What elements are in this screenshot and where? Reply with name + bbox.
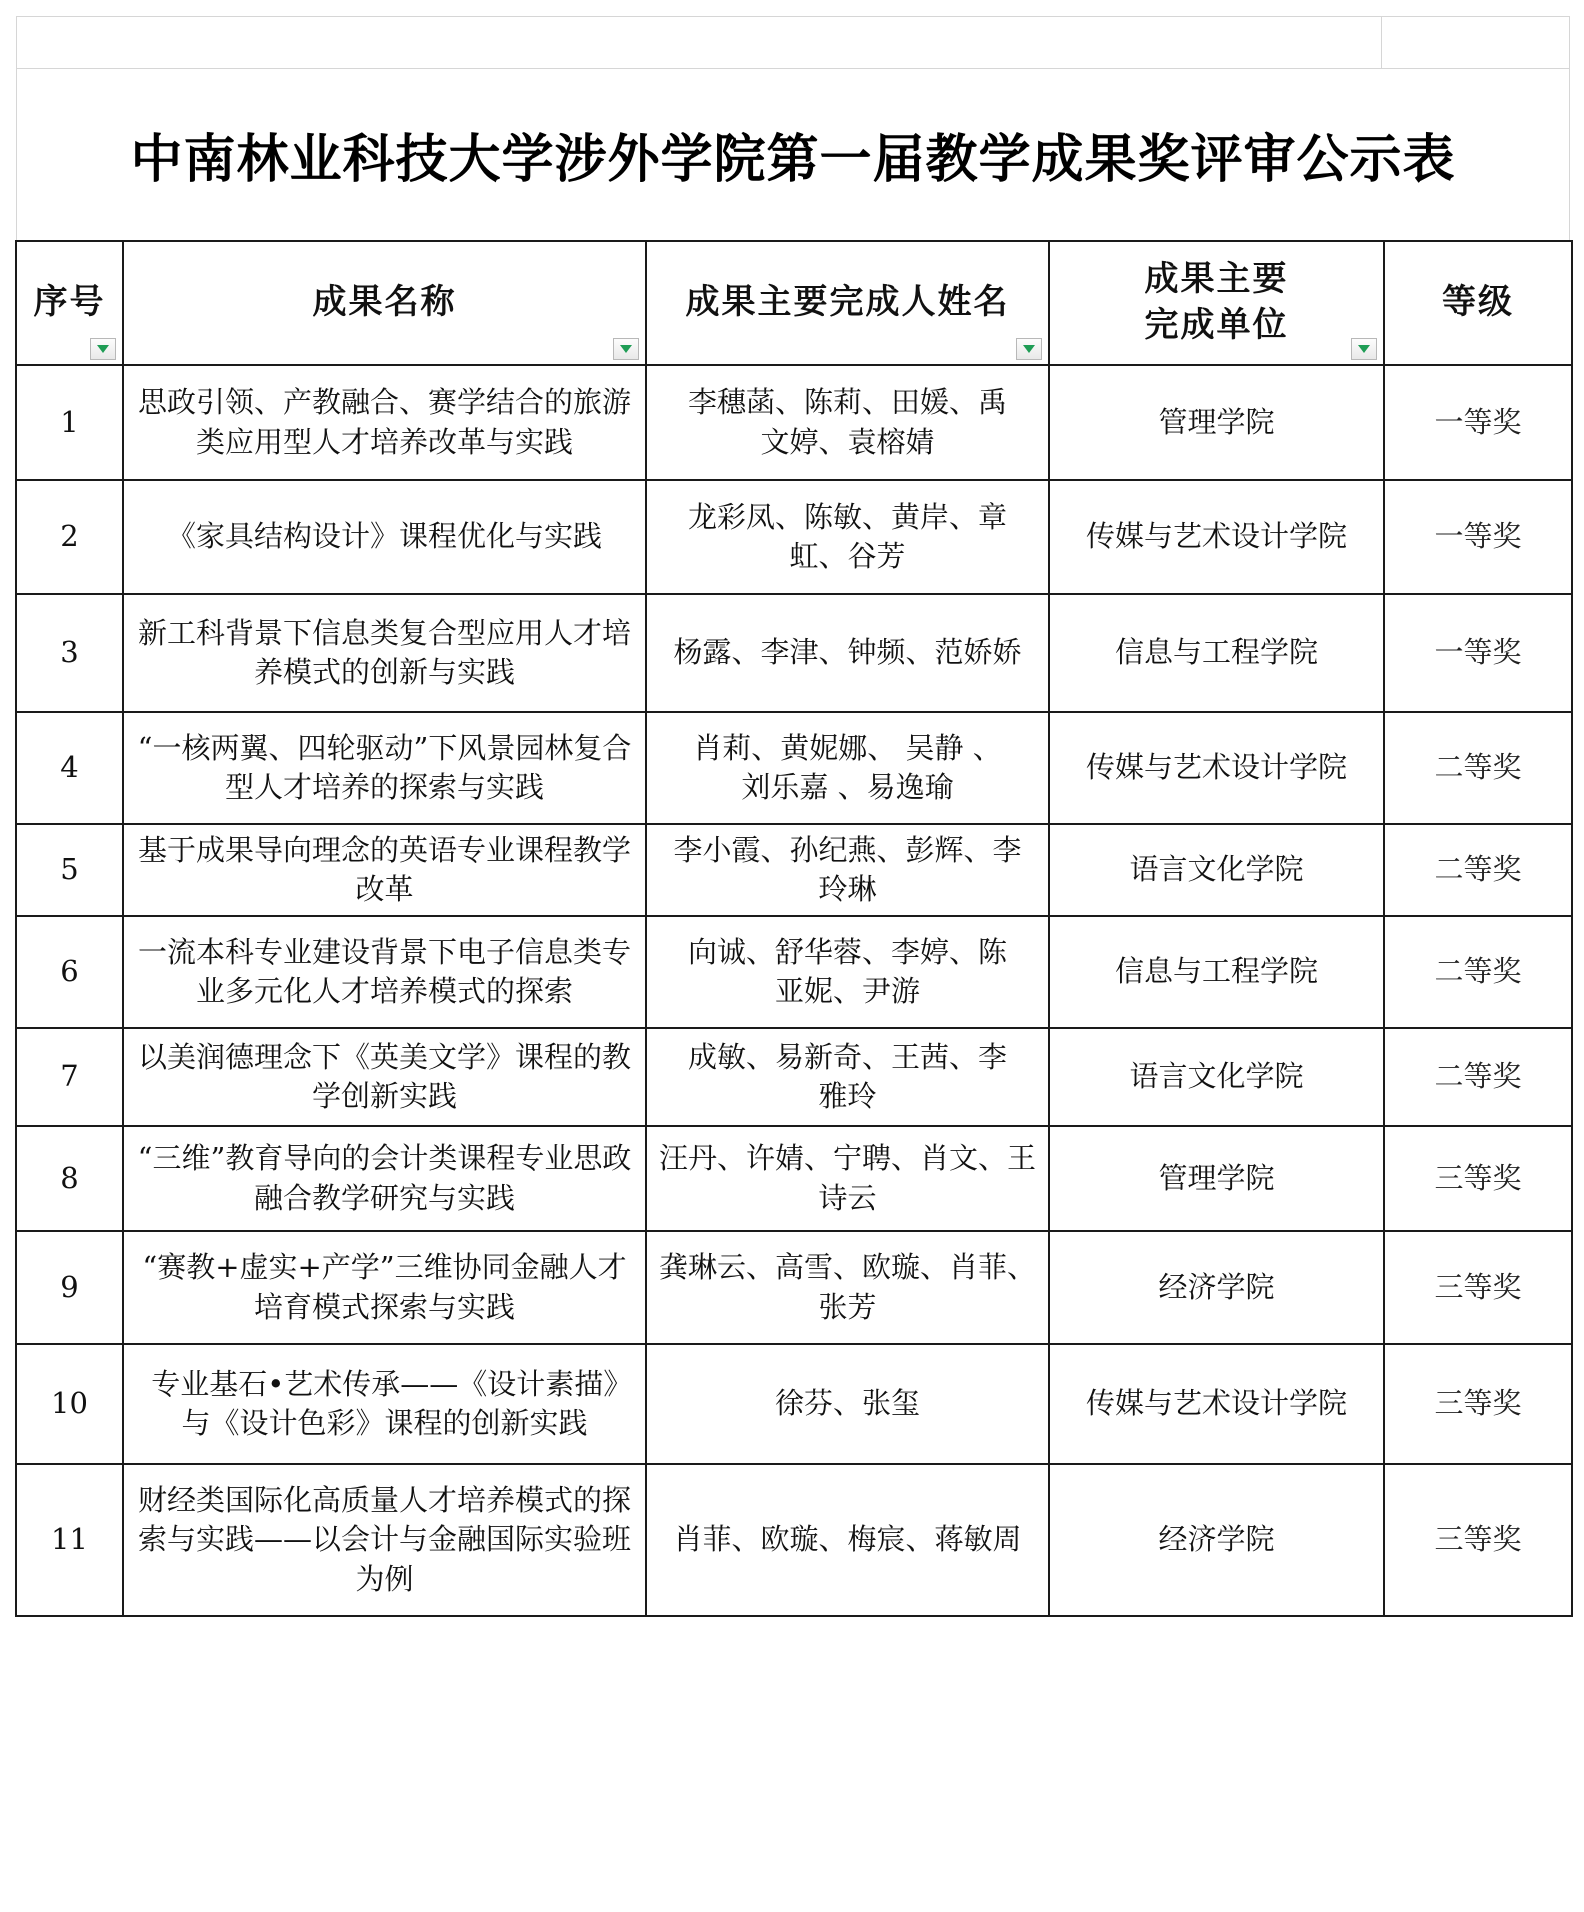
table-row xyxy=(16,1126,1572,1231)
cell-name: 思政引领、产教融合、赛学结合的旅游类应用型人才培养改革与实践 xyxy=(123,365,646,480)
filter-dropdown-icon[interactable] xyxy=(90,338,116,360)
cell-name: 财经类国际化高质量人才培养模式的探索与实践——以会计与金融国际实验班为例 xyxy=(123,1464,646,1616)
table-row xyxy=(16,712,1572,824)
cell-unit: 传媒与艺术设计学院 xyxy=(1049,712,1384,824)
cell-no: 9 xyxy=(16,1231,123,1344)
filter-dropdown-icon[interactable] xyxy=(613,338,639,360)
table-row xyxy=(16,365,1572,480)
cell-no: 1 xyxy=(16,365,123,480)
cell-name: 新工科背景下信息类复合型应用人才培养模式的创新与实践 xyxy=(123,594,646,712)
cell-grade: 三等奖 xyxy=(1384,1464,1572,1616)
table-row xyxy=(16,1028,1572,1126)
cell-people: 向诚、舒华蓉、李婷、陈亚妮、尹游 xyxy=(646,916,1049,1028)
cell-grade: 二等奖 xyxy=(1384,1028,1572,1126)
cell-no: 3 xyxy=(16,594,123,712)
cell-unit: 管理学院 xyxy=(1049,1126,1384,1231)
cell-grade: 三等奖 xyxy=(1384,1126,1572,1231)
table-row xyxy=(16,594,1572,712)
cell-unit: 经济学院 xyxy=(1049,1464,1384,1616)
cell-people: 龙彩凤、陈敏、黄岸、章虹、谷芳 xyxy=(646,480,1049,594)
cell-people: 汪丹、许婧、宁聘、肖文、王诗云 xyxy=(646,1126,1049,1231)
header-grade xyxy=(1384,241,1572,365)
cell-people: 成敏、易新奇、王茜、李雅玲 xyxy=(646,1028,1049,1126)
cell-no: 7 xyxy=(16,1028,123,1126)
cell-no: 5 xyxy=(16,824,123,916)
cell-grade: 二等奖 xyxy=(1384,824,1572,916)
cell-unit: 信息与工程学院 xyxy=(1049,594,1384,712)
cell-grade: 二等奖 xyxy=(1384,916,1572,1028)
cell-no: 8 xyxy=(16,1126,123,1231)
cell-grade: 三等奖 xyxy=(1384,1344,1572,1464)
cell-no: 6 xyxy=(16,916,123,1028)
cell-people: 李小霞、孙纪燕、彭辉、李玲琳 xyxy=(646,824,1049,916)
table-row xyxy=(16,1464,1572,1616)
cell-name: 以美润德理念下《英美文学》课程的教学创新实践 xyxy=(123,1028,646,1126)
cell-grade: 一等奖 xyxy=(1384,365,1572,480)
cell-no: 11 xyxy=(16,1464,123,1616)
cell-people: 李穗菡、陈莉、田媛、禹文婷、袁榕婧 xyxy=(646,365,1049,480)
cell-people: 龚琳云、高雪、欧璇、肖菲、张芳 xyxy=(646,1231,1049,1344)
header-unit-label-line2: 完成单位 xyxy=(1144,305,1289,345)
cell-name: 一流本科专业建设背景下电子信息类专业多元化人才培养模式的探索 xyxy=(123,916,646,1028)
cell-people: 徐芬、张玺 xyxy=(646,1344,1049,1464)
table-header-row xyxy=(16,241,1572,365)
header-people xyxy=(646,241,1049,365)
cell-grade: 一等奖 xyxy=(1384,594,1572,712)
cell-unit: 管理学院 xyxy=(1049,365,1384,480)
cell-people: 肖菲、欧璇、梅宸、蒋敏周 xyxy=(646,1464,1049,1616)
spreadsheet-sheet xyxy=(16,16,1570,1617)
cell-unit: 信息与工程学院 xyxy=(1049,916,1384,1028)
cell-no: 4 xyxy=(16,712,123,824)
cell-grade: 一等奖 xyxy=(1384,480,1572,594)
page-title: 中南林业科技大学涉外学院第一届教学成果奖评审公示表 xyxy=(16,68,1570,240)
header-people-label: 成果主要完成人姓名 xyxy=(685,282,1010,323)
cell-name: 《家具结构设计》课程优化与实践 xyxy=(123,480,646,594)
cell-name: “三维”教育导向的会计类课程专业思政融合教学研究与实践 xyxy=(123,1126,646,1231)
cell-grade: 二等奖 xyxy=(1384,712,1572,824)
header-no xyxy=(16,241,123,365)
table-row xyxy=(16,480,1572,594)
cell-divider xyxy=(1381,17,1382,68)
table-row xyxy=(16,824,1572,916)
results-table xyxy=(15,240,1573,1617)
cell-name: “赛教+虚实+产学”三维协同金融人才培育模式探索与实践 xyxy=(123,1231,646,1344)
cell-name: 专业基石•艺术传承——《设计素描》与《设计色彩》课程的创新实践 xyxy=(123,1344,646,1464)
filter-dropdown-icon[interactable] xyxy=(1351,338,1377,360)
header-grade-label: 等级 xyxy=(1442,282,1514,323)
cell-unit: 传媒与艺术设计学院 xyxy=(1049,480,1384,594)
cell-no: 10 xyxy=(16,1344,123,1464)
empty-top-row xyxy=(16,16,1570,68)
header-no-label: 序号 xyxy=(33,282,106,323)
cell-unit: 语言文化学院 xyxy=(1049,1028,1384,1126)
table-row xyxy=(16,916,1572,1028)
cell-unit: 语言文化学院 xyxy=(1049,824,1384,916)
cell-unit: 传媒与艺术设计学院 xyxy=(1049,1344,1384,1464)
header-name-label: 成果名称 xyxy=(312,282,457,323)
header-name xyxy=(123,241,646,365)
table-row xyxy=(16,1344,1572,1464)
cell-unit: 经济学院 xyxy=(1049,1231,1384,1344)
table-row xyxy=(16,1231,1572,1344)
filter-dropdown-icon[interactable] xyxy=(1016,338,1042,360)
cell-no: 2 xyxy=(16,480,123,594)
cell-name: “一核两翼、四轮驱动”下风景园林复合型人才培养的探索与实践 xyxy=(123,712,646,824)
cell-people: 杨露、李津、钟频、范娇娇 xyxy=(646,594,1049,712)
cell-grade: 三等奖 xyxy=(1384,1231,1572,1344)
cell-people: 肖莉、黄妮娜、 吴静 、刘乐嘉 、易逸瑜 xyxy=(646,712,1049,824)
header-unit-label-line1: 成果主要 xyxy=(1144,259,1289,300)
cell-name: 基于成果导向理念的英语专业课程教学改革 xyxy=(123,824,646,916)
header-unit xyxy=(1049,241,1384,365)
